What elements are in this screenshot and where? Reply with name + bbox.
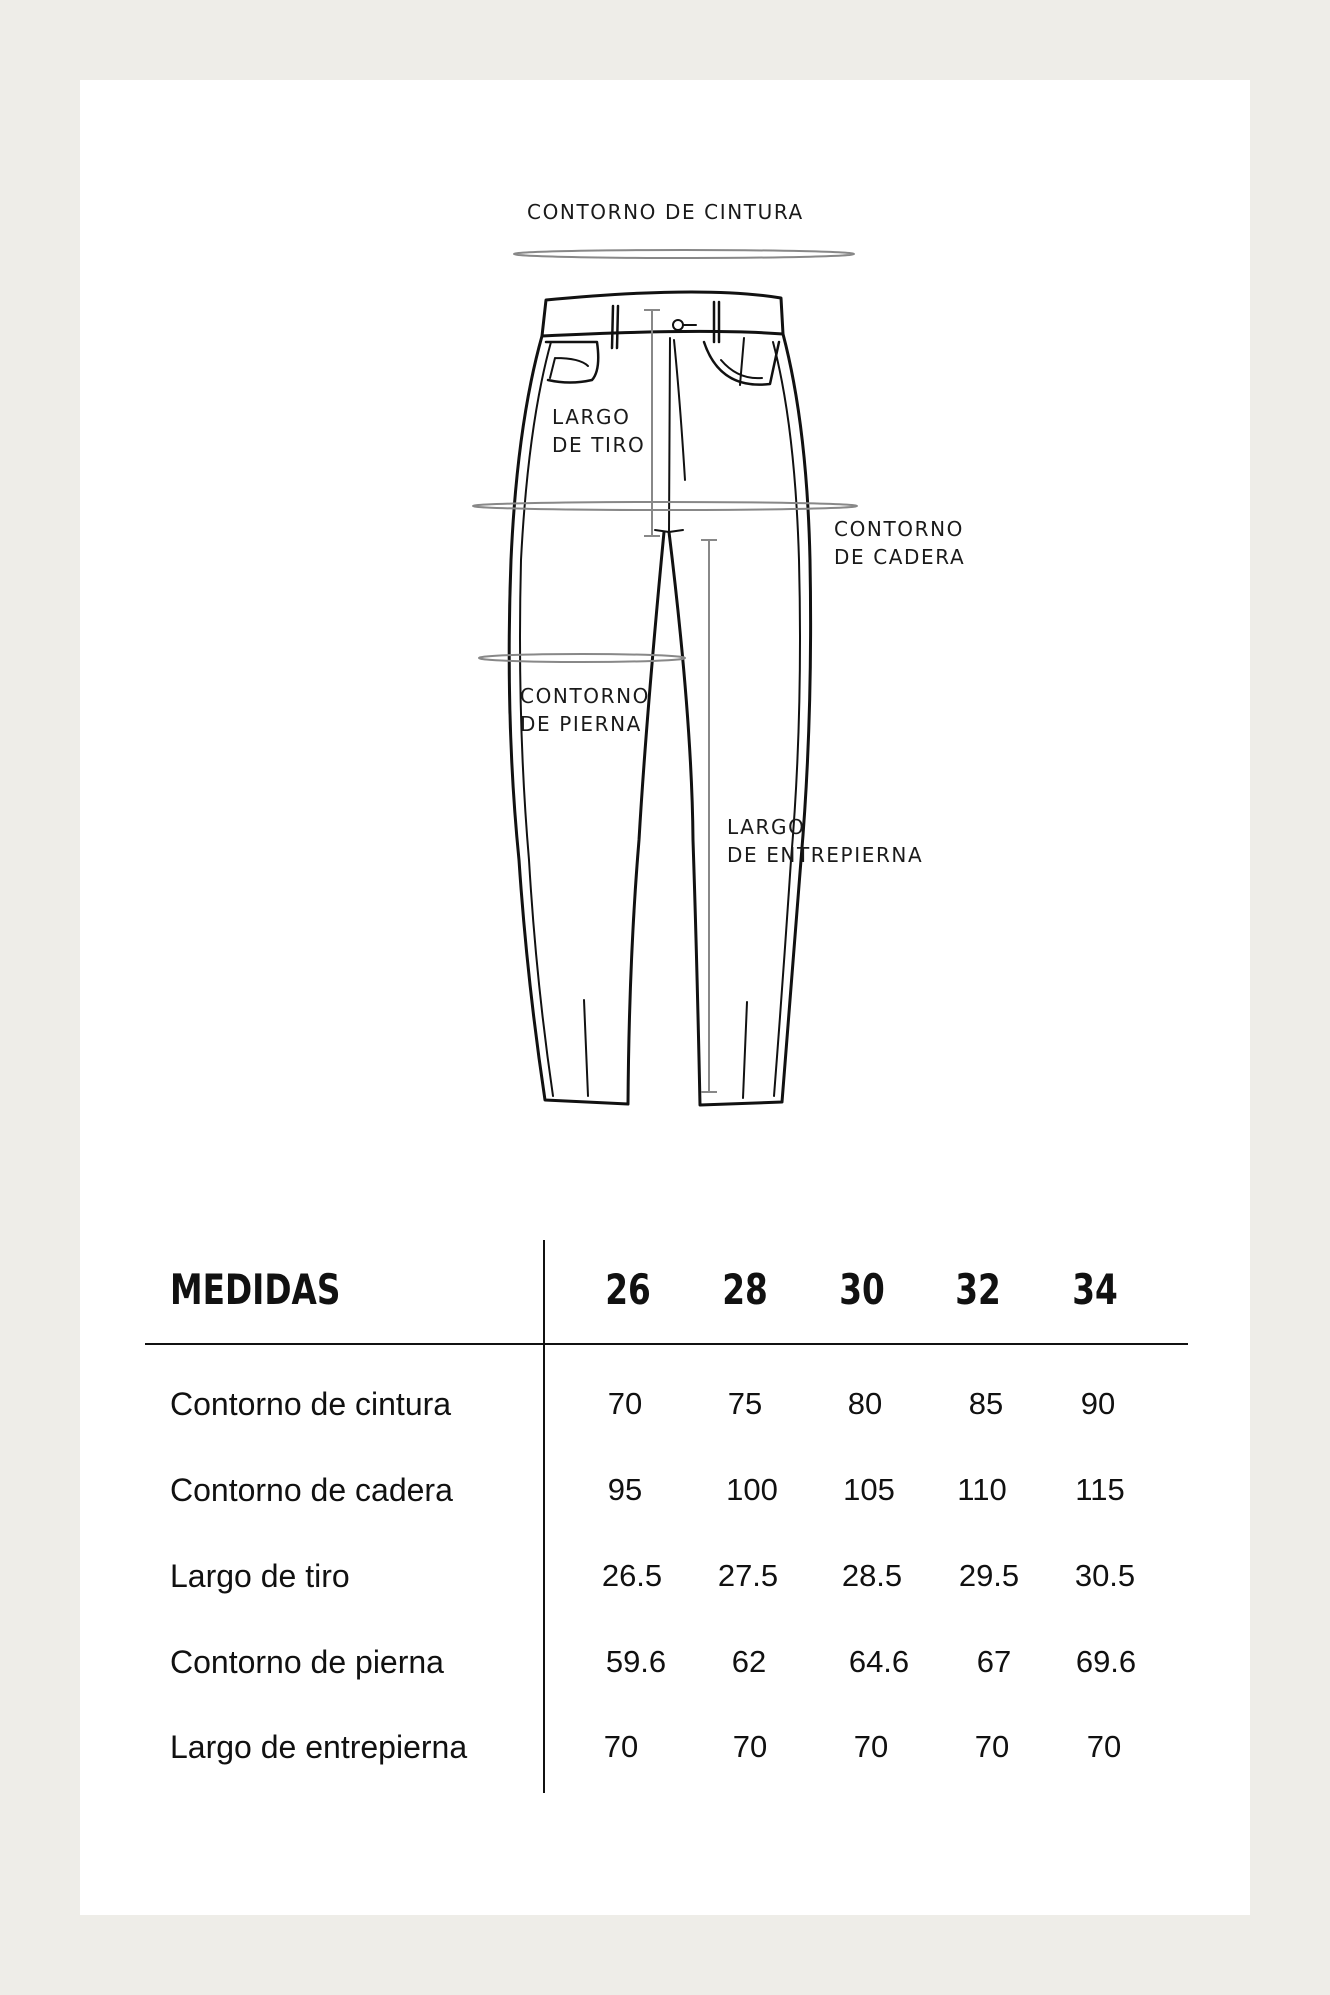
table-header-title: MEDIDAS <box>170 1265 341 1314</box>
inseam-guide <box>701 540 717 1092</box>
table-cell: 26.5 <box>601 1558 663 1593</box>
waist-label: CONTORNO DE CINTURA <box>527 200 804 224</box>
table-cell: 62 <box>731 1644 767 1679</box>
waistband <box>542 292 783 336</box>
inseam-label: LARGO DE ENTREPIERNA <box>727 815 924 867</box>
table-header-divider <box>145 1343 1188 1345</box>
table-cell: 70 <box>607 1386 643 1421</box>
table-cell: 70 <box>853 1729 889 1764</box>
leg-label: CONTORNO DE PIERNA <box>520 684 651 736</box>
table-cell: 105 <box>843 1472 895 1507</box>
table-cell: 70 <box>603 1729 639 1764</box>
table-cell: 75 <box>727 1386 763 1421</box>
table-cell: 59.6 <box>605 1644 667 1679</box>
row-label-hip: Contorno de cadera <box>170 1472 453 1508</box>
size-header: 26 <box>605 1265 651 1314</box>
table-cell: 70 <box>732 1729 768 1764</box>
table-cell: 110 <box>957 1472 1007 1507</box>
hip-guide <box>473 502 857 510</box>
table-cell: 70 <box>1086 1729 1122 1764</box>
rise-label: LARGO DE TIRO <box>552 405 646 457</box>
right-leg-outline <box>669 334 811 1105</box>
hip-label: CONTORNO DE CADERA <box>834 517 966 569</box>
table-cell: 115 <box>1075 1472 1125 1507</box>
size-header: 32 <box>955 1265 1001 1314</box>
table-cell: 27.5 <box>717 1558 779 1593</box>
size-header: 28 <box>722 1265 768 1314</box>
table-cell: 29.5 <box>958 1558 1020 1593</box>
table-cell: 70 <box>974 1729 1010 1764</box>
table-cell: 95 <box>607 1472 643 1507</box>
waist-guide <box>514 250 854 258</box>
row-label-rise: Largo de tiro <box>170 1558 350 1594</box>
table-cell: 90 <box>1080 1386 1116 1421</box>
table-cell: 69.6 <box>1075 1644 1137 1679</box>
size-table <box>80 1240 1250 1800</box>
table-cell: 64.6 <box>848 1644 910 1679</box>
table-vertical-divider <box>543 1240 545 1793</box>
row-label-inseam: Largo de entrepierna <box>170 1729 468 1765</box>
row-label-leg: Contorno de pierna <box>170 1644 444 1680</box>
row-label-waist: Contorno de cintura <box>170 1386 452 1422</box>
size-header: 34 <box>1072 1265 1118 1314</box>
table-cell: 67 <box>976 1644 1012 1679</box>
table-cell: 80 <box>847 1386 883 1421</box>
table-cell: 30.5 <box>1074 1558 1136 1593</box>
size-header: 30 <box>839 1265 885 1314</box>
table-cell: 100 <box>726 1472 778 1507</box>
table-cell: 28.5 <box>841 1558 903 1593</box>
size-guide-card <box>80 80 1250 1915</box>
table-cell: 85 <box>968 1386 1004 1421</box>
pants-diagram <box>80 80 1250 1160</box>
